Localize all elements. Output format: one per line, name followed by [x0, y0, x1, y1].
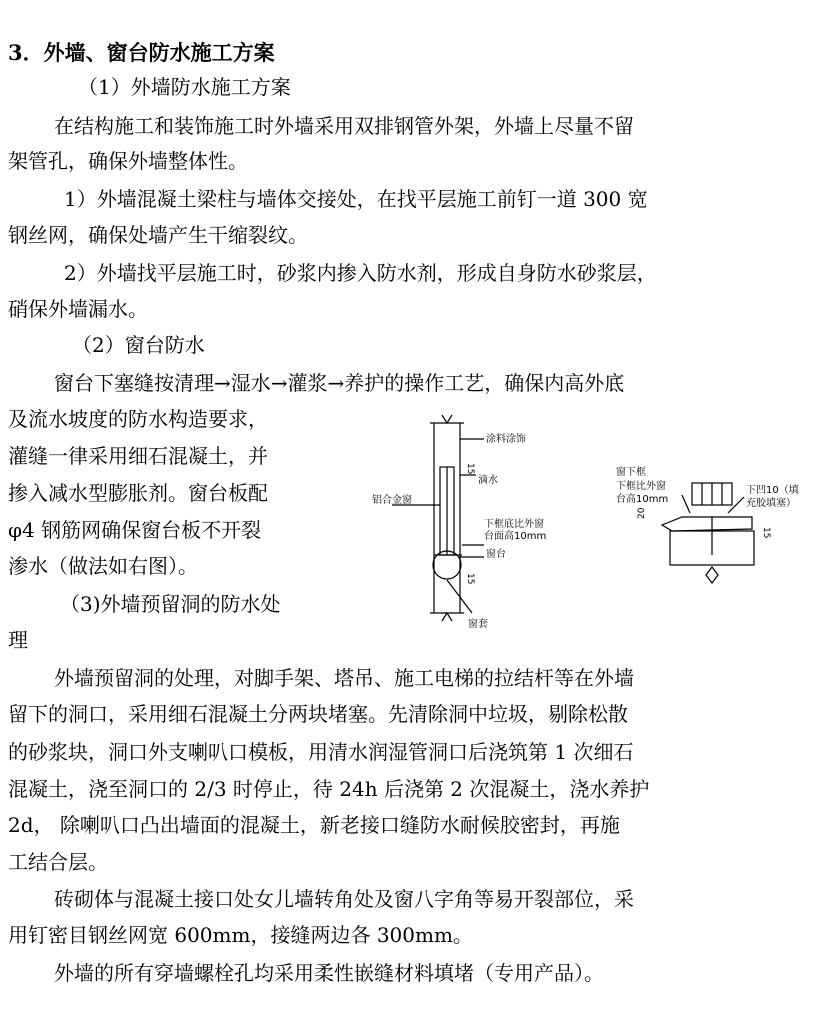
label-frame: 窗下框 [616, 467, 646, 478]
label-aluminum-window: 铝合金窗 [372, 495, 412, 506]
label-drip: 滴水 [478, 475, 498, 486]
label-dim-20: 20 [637, 507, 647, 519]
label-frame-lower-2: 台高10mm [616, 494, 669, 505]
subsection3-title: （3)外墙预留洞的防水处 [60, 592, 281, 616]
label-frame-lower-1: 下框比外窗 [616, 481, 666, 492]
label-groove-1: 下凹10（填 [746, 485, 799, 496]
paragraph-line: 留下的洞口，采用细石混凝土分两块堵塞。先清除洞中垃圾，剔除松散 [8, 702, 628, 726]
sill-detail [662, 483, 754, 583]
paragraph-line: 外墙预留洞的处理，对脚手架、塔吊、施工电梯的拉结杆等在外墙 [54, 666, 634, 690]
label-dim-15a: 15 [465, 463, 475, 475]
paragraph-line: 渗水（做法如右图）。 [8, 554, 198, 578]
label-coating: 涂料涂饰 [486, 434, 526, 445]
paragraph-line: 用钉密目钢丝网宽 600mm，接缝两边各 300mm。 [8, 923, 473, 947]
paragraph-line: 窗台下塞缝按清理→湿水→灌浆→养护的操作工艺，确保内高外底 [54, 371, 625, 395]
paragraph-line: 钢丝网，确保处墙产生干缩裂纹。 [8, 223, 308, 247]
label-dim-15b: 15 [465, 573, 475, 585]
subsection3-title-cont: 理 [8, 628, 28, 652]
paragraph-line: 外墙的所有穿墙螺栓孔均采用柔性嵌缝材料填堵（专用产品）。 [54, 961, 604, 985]
label-sill-lower-2: 台面高10mm [484, 531, 547, 542]
paragraph-line: 2d， 除喇叭口凸出墙面的混凝土，新老接口缝防水耐候胶密封，再施 [8, 813, 620, 837]
paragraph-line: 硝保外墙漏水。 [8, 297, 148, 321]
paragraph-line: 灌缝一律采用细石混凝土，并 [8, 444, 268, 468]
label-sill-lower-1: 下框底比外窗 [484, 519, 544, 530]
paragraph-line: 1）外墙混凝土梁柱与墙体交接处，在找平层施工前钉一道 300 宽 [64, 187, 648, 211]
paragraph-line: 砖砌体与混凝土接口处女儿墙转角处及窗八字角等易开裂部位，采 [54, 887, 634, 911]
detail-drawing [372, 405, 812, 635]
label-window-cover: 窗套 [468, 619, 488, 630]
window-sill-detail-diagram [372, 405, 812, 635]
section-title: 3．外墙、窗台防水施工方案 [8, 40, 275, 65]
paragraph-line: 架管孔，确保外墙整体性。 [8, 149, 248, 173]
label-window-sill: 窗台 [486, 549, 506, 560]
label-dim-15c: 15 [761, 527, 771, 539]
label-groove-2: 充胶填塞） [746, 498, 796, 509]
paragraph-line: 在结构施工和装饰施工时外墙采用双排钢管外架，外墙上尽量不留 [54, 114, 634, 138]
paragraph-line: 及流水坡度的防水构造要求， [8, 407, 268, 431]
subsection2-title: （2）窗台防水 [72, 333, 205, 357]
paragraph-line: 2）外墙找平层施工时，砂浆内掺入防水剂，形成自身防水砂浆层， [64, 261, 657, 285]
paragraph-line: φ4 钢筋网确保窗台板不开裂 [8, 518, 262, 542]
subsection1-title: （1）外墙防水施工方案 [78, 75, 291, 99]
wall-section [392, 415, 484, 621]
paragraph-line: 的砂浆块，洞口外支喇叭口模板，用清水润湿管洞口后浇筑第 1 次细石 [8, 740, 634, 764]
paragraph-line: 工结合层。 [8, 850, 108, 874]
paragraph-line: 掺入减水型膨胀剂。窗台板配 [8, 481, 268, 505]
paragraph-line: 混凝土，浇至洞口的 2/3 时停止，待 24h 后浇第 2 次混凝土，浇水养护 [8, 777, 650, 801]
